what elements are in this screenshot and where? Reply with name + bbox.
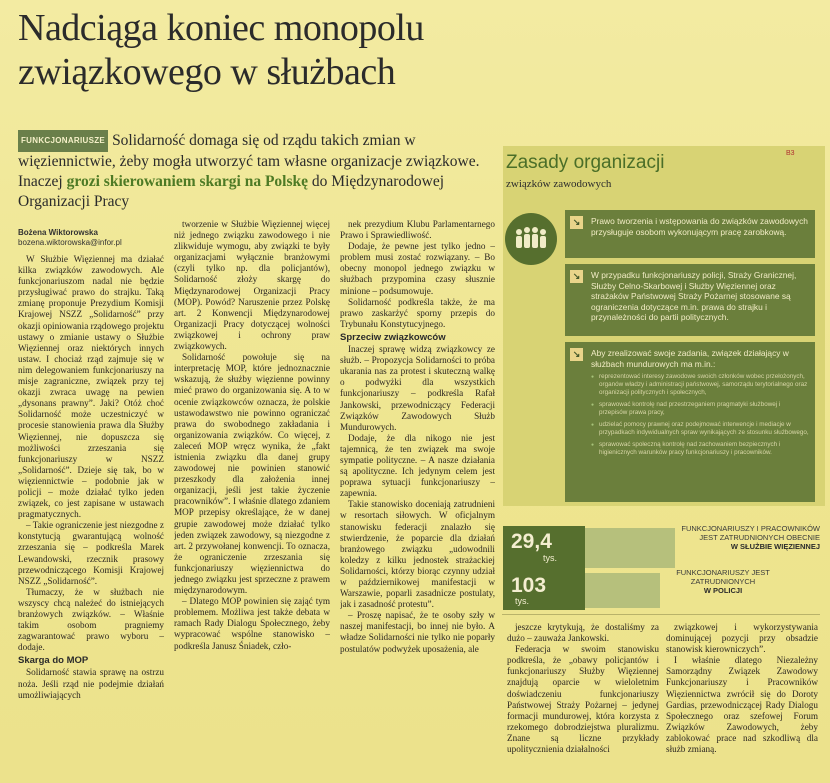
arrow-icon: ↘ [570, 216, 583, 229]
list-item: ● sprawować społeczną kontrolę nad zachowaniem bezpiecznych i higienicznych warunków pracy funkcjonariuszy i pracowników. [591, 441, 809, 457]
info-list [591, 373, 809, 457]
lead-text-1: Solidarność domaga się od rządu takich zmian w więziennictwie, żeby mogła utworzyć tam własne organizacje związkowe. Inaczej [18, 132, 480, 190]
paragraph: Dodaje, że pewne jest tylko jedno – problem musi zostać rozwiązany. – Bo obecny monopol jednego związku w służbach przypomina czasy słusznie minione – podsumowuje. [340, 241, 495, 296]
lead-paragraph [18, 130, 496, 212]
section-tag: FUNKCJONARIUSZE [18, 130, 108, 152]
stat-prison [503, 526, 585, 570]
paragraph: I właśnie dlatego Niezależny Samorządny Związek Zawodowy Funkcjonariuszy i Pracowników Więziennictwa zwrócił się do Doroty Gardias, przewodniczącej Rady Dialogu Społecznego oraz szefowej Forum Związków Zawodowych, żeby zablokować prace nad szkodliwą dla służb zmianą. [666, 655, 818, 755]
info-point-2 [565, 264, 815, 336]
stat-caption-prison [662, 524, 820, 551]
info-point-3 [565, 342, 815, 502]
people-group-icon [505, 213, 557, 265]
subheading: Sprzeciw związkowców [340, 331, 446, 343]
paragraph: Federacja w swoim stanowisku podkreśla, że „obawy policjantów i funkcjonariuszy Służby Więziennej znajdują oparcie w wieloletnim doświadczeniu funkcjonariuszy Państwowej Straży Pożarnej – jedynej formacji mundurowej, która korzysta z rzekomego dobrodziejstwa pluralizmu. Znane są liczne przykłady upolitycznienia działalności [507, 644, 659, 755]
article-column-1 [18, 254, 164, 780]
info-box-title: Zasady organizacji [506, 152, 665, 173]
article-column-5 [507, 622, 659, 780]
list-item: ● reprezentować interesy zawodowe swoich członków wobec przełożonych, organów władzy i administracji państwowej, samorządu terytorialnego oraz organizacji politycznych i społecznych, [591, 373, 809, 397]
paragraph: jeszcze krytykują, że dostaliśmy za dużo – zauważa Jankowski. [507, 622, 659, 644]
stat-caption-bold: W POLICJI [703, 586, 743, 595]
headline-line-2: związkowego w służbach [18, 51, 396, 93]
headline-line-1: Nadciąga koniec monopolu [18, 7, 424, 49]
paragraph: nek prezydium Klubu Parlamentarnego Prawo i Sprawiedliwość. [340, 219, 495, 241]
subheading: Skarga do MOP [18, 655, 89, 667]
info-point-text: W przypadku funkcjonariuszy policji, Straży Granicznej, Służby Celno-Skarbowej i Służby Więziennej oraz strażaków Państwowej Straży Pożarnej stosowane są ograniczenia dotyczące m.in. prawa do strajku i przynależności do partii politycznych. [591, 270, 797, 323]
paragraph: Dodaje, że dla nikogo nie jest tajemnicą, że ten związek ma swoje sympatie polityczne. – A nasze działania są apolityczne. Ich jedynym celem jest poprawa sytuacji funkcjonariuszy – zapewnia. [340, 432, 495, 499]
lead-text-2: do Międzynarodowej Organizacji Pracy [18, 173, 445, 210]
stat-unit: tys. [515, 596, 530, 606]
article-column-2 [174, 219, 330, 780]
info-point-1 [565, 210, 815, 258]
article-column-6 [666, 622, 818, 780]
stat-value: 29,4 [511, 530, 552, 553]
stat-unit: tys. [543, 553, 558, 563]
paragraph: – Dlatego MOP powinien się zająć tym problemem. Możliwa jest także debata w ramach Rady Dialogu Społecznego, żeby wypracować wspólne stanowisko – podkreśla Janusz Śniadek, czło- [174, 596, 330, 651]
arrow-icon: ↘ [570, 348, 583, 361]
paragraph: Tłumaczy, że w służbach nie wszyscy chcą należeć do istniejących branżowych związków. – Właśnie takim osobom pragniemy zagwarantować prawo wyboru – dodaje. [18, 586, 164, 653]
page-title [18, 6, 578, 94]
author-email: bozena.wiktorowska@infor.pl [18, 238, 122, 247]
divider [502, 614, 820, 615]
page-marker: B3 [786, 150, 795, 157]
paragraph: Inaczej sprawę widzą związkowcy ze służb. – Propozycja Solidarności to próba ukarania nas za protest i skuteczną walkę o podwyżki dla wszystkich funkcjonariuszy – podkreśla Rafał Jankowski, przewodniczący Federacji Związków Zawodowych Służb Mundurowych. [340, 344, 495, 432]
article-column-3 [340, 219, 495, 780]
paragraph: Solidarność powołuje się na interpretację MOP, które jednoznacznie wskazują, że służby więzienne powinny mieć prawo do organizowania się. A to w ocenie związkowców oznacza, że polskie ustawodawstwo nie powinno ograniczać prawa do swobodnego zakładania i organizowania związków. Co więcej, z zaleceń MOP wręcz wynika, że „fakt istnienia związku dla danej grupy zawodowej nie powinien stanowić przeszkody dla założenia innej organizacji, jeśli jest takie życzenie pracowników”. I właśnie dlatego zdaniem MOP przepisy określające, że w danej grupie zawodowej może działać tylko jeden związek zawodowy, są niezgodne z art. 2 przywołanej konwencji. To oznacza, że ograniczenie zrzeszania się funkcjonariuszy więziennictwa do jednego związku jest sprzeczne z prawem międzynarodowym. [174, 352, 330, 596]
paragraph: Solidarność stawia sprawę na ostrzu noża. Jeśli rząd nie podejmie działań umożliwiających [18, 667, 164, 700]
stat-caption-bold: W SŁUŻBIE WIĘZIENNEJ [730, 542, 820, 551]
stat-caption: FUNKCJONARIUSZY I PRACOWNIKÓW JEST ZATRUDNIONYCH OBECNIE [681, 524, 820, 542]
paragraph: W Służbie Więziennej ma działać kilka związków zawodowych. Ale funkcjonariuszom nadal nie będzie przysługiwać prawo do strajku. Taką zmianę proponuje Prezydium Komisji Krajowej NSZZ „Solidarność” przy okazji opiniowania rządowego projektu ustawy o zmianie ustawy o Służbie Więziennej oraz niektórych innych ustaw. I chociaż rząd zajmuje się w nim delegowaniem funkcjonariuszy na misje zagraniczne, związek przy tej okazji zwraca uwagę na pewien „dysonans prawny”. Jaki? Otóż choć Solidarność może uczestniczyć w procesie stanowienia prawa dla Służby Więziennej, nie dopuszcza się możliwości zrzeszania się funkcjonariuszy w NSZZ „Solidarność”. Dzieje się tak, bo w więziennictwie – podobnie jak w policji – może działać tylko jeden związek, co jest zapisane w ustawach pragmatycznych. [18, 254, 164, 520]
paragraph: związkowej i wykorzystywania dominującej pozycji przy obsadzie stanowisk kierowniczych”. [666, 622, 818, 655]
stat-bar-police [585, 573, 660, 608]
arrow-icon: ↘ [570, 270, 583, 283]
paragraph: – Proszę napisać, że te osoby szły w naszej manifestacji, bo innej nie było. A władze Solidarności nie tylko nie poparły postulatów podwyżek uposażenia, ale [340, 610, 495, 654]
author-name: Bożena Wiktorowska [18, 228, 98, 237]
info-point-text: Prawo tworzenia i wstępowania do związków zawodowych przysługuje osobom wykonującym pracę zarobkową. [591, 216, 808, 237]
stat-caption-police [668, 568, 778, 595]
paragraph: – Takie ograniczenie jest niezgodne z konstytucją gwarantującą wolność zrzeszania się – podkreśla Marek Lewandowski, rzecznik prasowy przewodniczącego Komisji Krajowej NSZZ „Solidarność”. [18, 520, 164, 586]
info-point-text: Aby zrealizować swoje zadania, związek działający w służbach mundurowych ma m.in.: [591, 348, 789, 369]
paragraph: Solidarność podkreśla także, że ma prawo zaskarżyć sporny przepis do Trybunału Konstytucyjnego. [340, 296, 495, 329]
paragraph: Takie stanowisko doceniają zatrudnieni w resortach siłowych. W oficjalnym stanowisku federacji znalazło się stwierdzenie, że poparcie dla działań branżowego związku „udowodnili koledzy z kilku jednostek strażackiej Solidarności, którzy biorąc czynny udział w październikowej manifestacji w Warszawie, poparli zasadnicze postulaty, jak i zasadność protestu”. [340, 499, 495, 610]
list-item: ● udzielać pomocy prawnej oraz podejmować interwencje i mediacje w przypadkach indywidualnych spraw wynikających ze stosunku służbowego, [591, 421, 809, 437]
list-item: ● sprawować kontrolę nad przestrzeganiem pragmatyki służbowej i przepisów prawa pracy, [591, 401, 809, 417]
stat-caption: FUNKCJONARIUSZY JEST ZATRUDNIONYCH [676, 568, 770, 586]
stat-police [503, 570, 585, 610]
lead-highlight: grozi skierowaniem skargi na Polskę [66, 173, 309, 190]
stat-value: 103 [511, 574, 547, 597]
paragraph: tworzenie w Służbie Więziennej więcej niż jednego związku zawodowego i nie zlikwiduje wymogu, aby związki te były organizacjami wyłącznie branżowymi (czyli tylko np. dla policjantów), Solidarność złoży skargę do Międzynarodowej Organizacji Pracy (MOP). Powód? Naruszenie przez Polskę art. 2 Konwencji Międzynarodowej Organizacji Pracy dotyczącej wolności związkowej i ochrony praw związkowych. [174, 219, 330, 352]
info-box-subtitle: związków zawodowych [506, 178, 612, 190]
byline [18, 228, 122, 248]
